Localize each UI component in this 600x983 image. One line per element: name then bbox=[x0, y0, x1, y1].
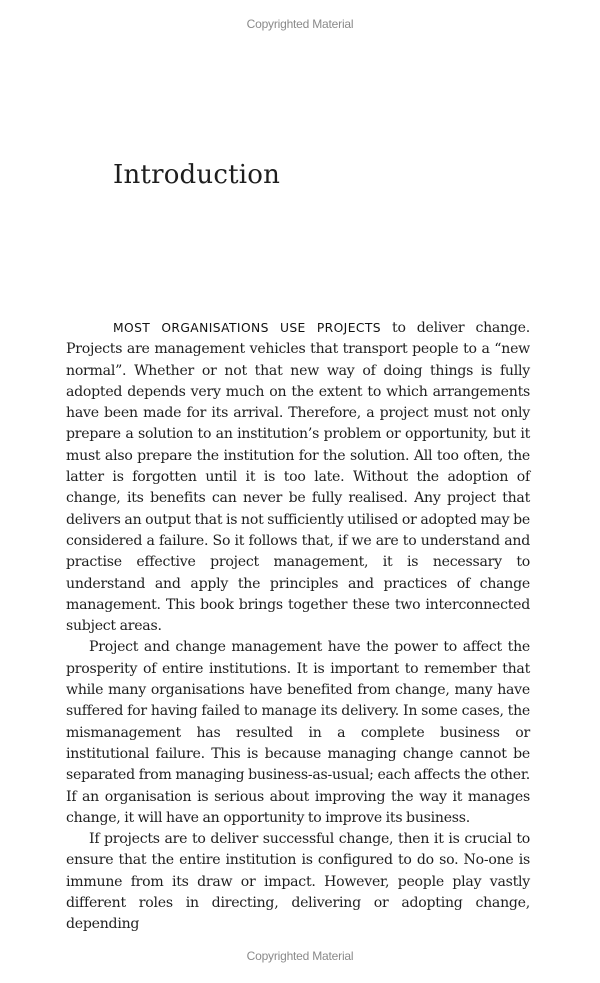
paragraph-2: Project and change management have the power to affect the prosperity of entire institutions. It is important to remember that while many organisations have benefited from change, many have suffered for having failed to manage its delivery. In some cases, the mismanagement has resulted in a complete business or institutional failure. This is because managing change cannot be separated from managing business-as-usual; each affects the other. If an organisation is serious about improving the way it manages change, it will have an opportunity to improve its business. bbox=[66, 639, 530, 826]
paragraph-1 bbox=[66, 318, 530, 637]
copyright-watermark-top: Copyrighted Material bbox=[246, 17, 354, 31]
paragraph-1-text: to deliver change. Projects are management vehicles that transport people to a “new normal”. Whether or not that new way of doing things is fully adopted depends very much on the extent to which arrangements have been made for its arrival. Therefore, a project must not only prepare a solution to an institution’s problem or opportunity, but it must also prepare the institution for the solution. All too often, the latter is forgotten until it is too late. Without the adoption of change, its benefits can never be fully realised. Any project that delivers an output that is not sufficiently utilised or adopted may be considered a failure. So it follows that, if we are to understand and practise effective project management, it is necessary to understand and apply the principles and practices of change management. This book brings together these two interconnected subject areas. bbox=[66, 320, 530, 635]
chapter-title: Introduction bbox=[113, 160, 281, 190]
paragraph-3: If projects are to deliver successful change, then it is crucial to ensure that the entire institution is configured to do so. No-one is immune from its draw or impact. However, people play vastly different roles in directing, delivering or adopting change, depending bbox=[66, 831, 530, 933]
lead-in-smallcaps: MOST ORGANISATIONS USE PROJECTS bbox=[113, 321, 381, 335]
copyright-watermark-bottom: Copyrighted Material bbox=[246, 949, 354, 963]
body-text bbox=[66, 318, 530, 936]
